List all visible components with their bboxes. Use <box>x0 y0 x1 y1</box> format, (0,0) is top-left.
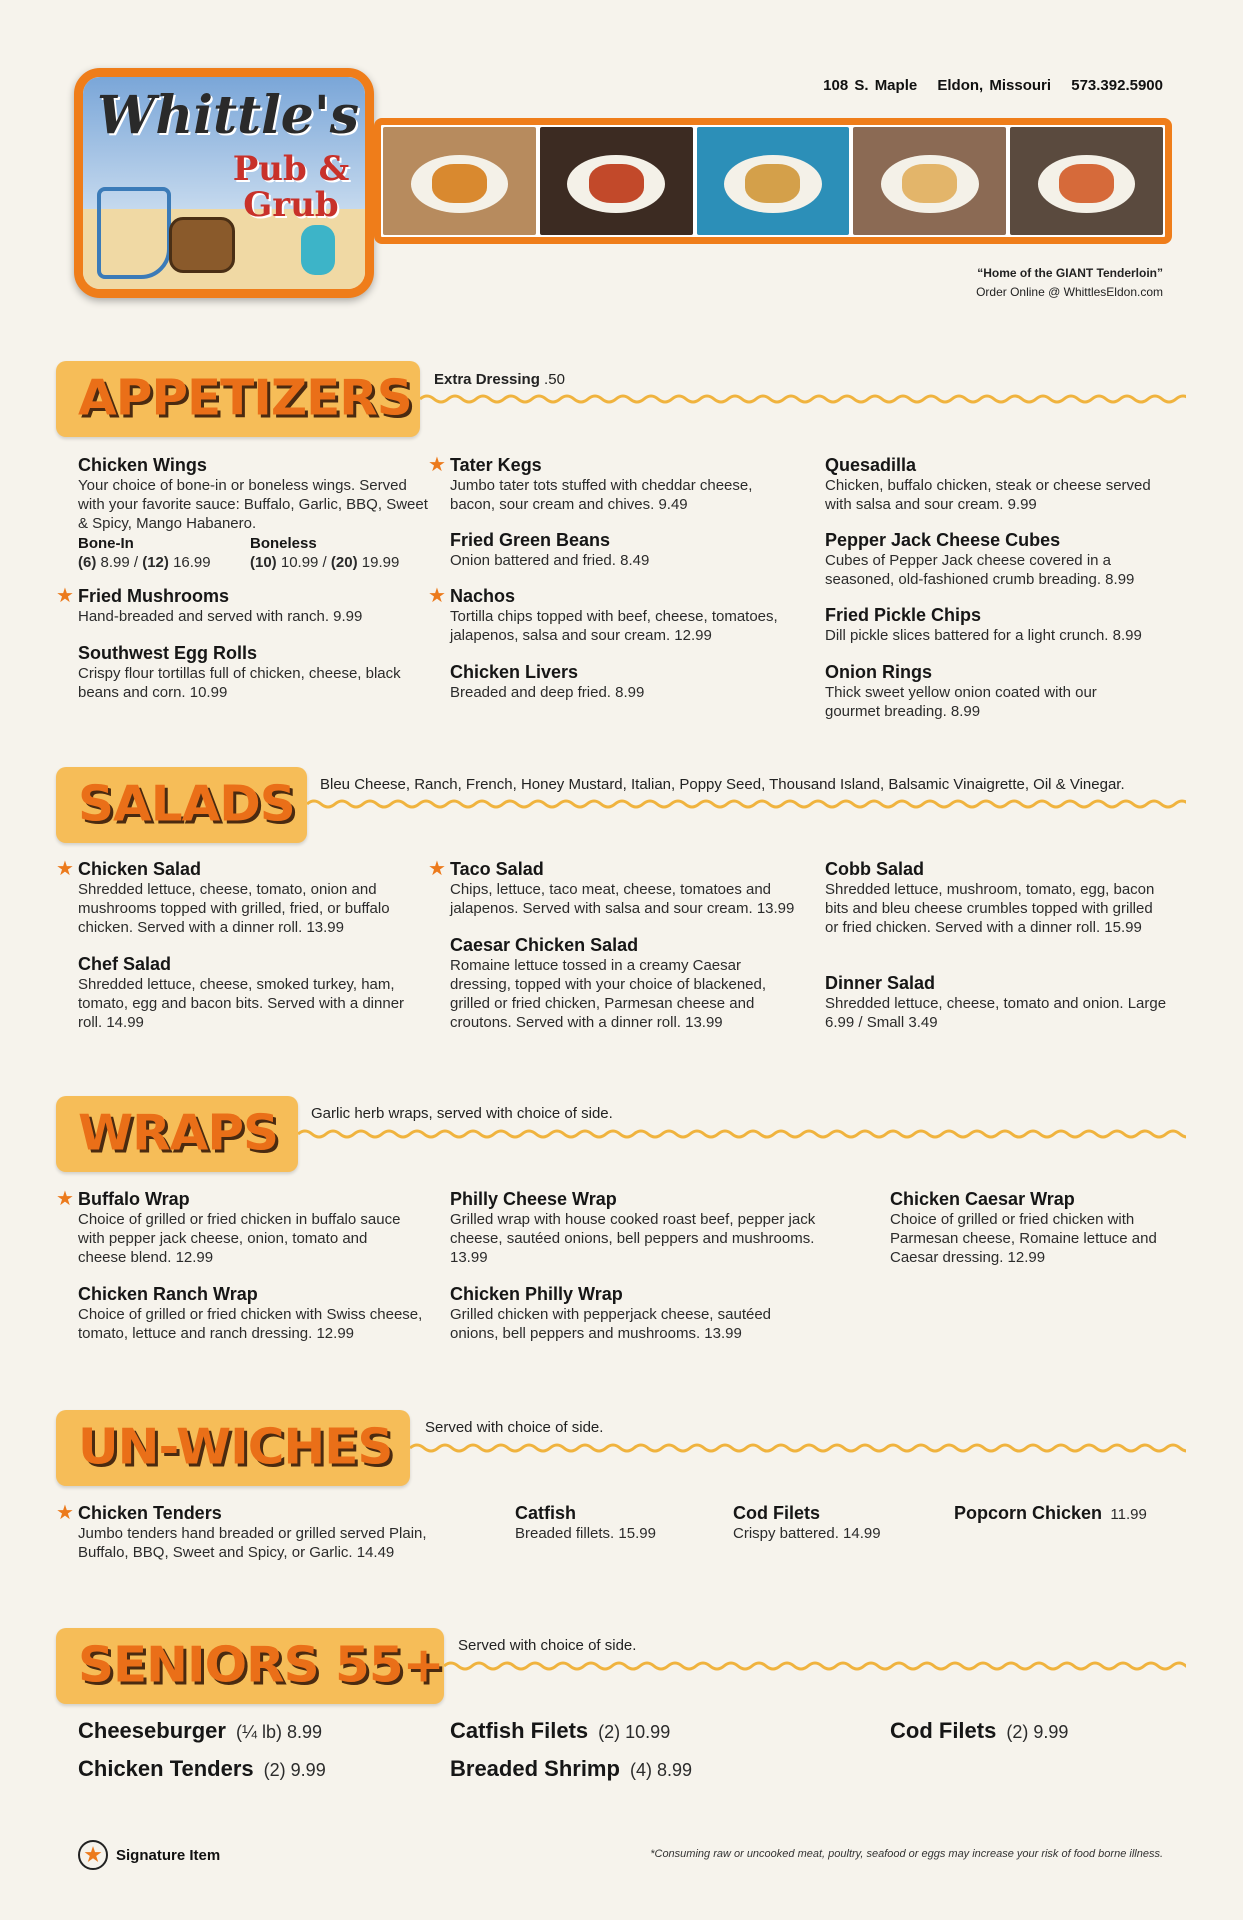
star-icon: ★ <box>56 1502 74 1524</box>
food-photo-strip <box>374 118 1172 244</box>
menu-item-cod-filets: Cod Filets Crispy battered. 14.99 <box>733 1503 881 1542</box>
star-icon: ★ <box>78 1840 108 1870</box>
wave-divider <box>420 393 1186 405</box>
section-title: WRAPS <box>78 1104 279 1162</box>
menu-item-nachos: ★ Nachos Tortilla chips topped with beef, cheese, tomatoes, jalapenos, salsa and sour cream. 12.99 <box>428 585 778 644</box>
menu-item-ranch-wrap: Chicken Ranch Wrap Choice of grilled or fried chicken with Swiss cheese, tomato, lettuce and ranch dressing. 12.99 <box>78 1284 423 1342</box>
food-photo <box>697 127 850 235</box>
section-badge-seniors <box>56 1628 444 1704</box>
section-badge-appetizers <box>56 361 420 437</box>
menu-item-egg-rolls: Southwest Egg Rolls Crispy flour tortillas full of chicken, cheese, black beans and corn. 10.99 <box>78 643 401 701</box>
section-badge-salads <box>56 767 307 843</box>
star-icon: ★ <box>56 585 74 607</box>
food-photo <box>1010 127 1163 235</box>
senior-item-cod-filets: Cod Filets (2) 9.99 <box>890 1718 1069 1743</box>
menu-item-chicken-philly-wrap: Chicken Philly Wrap Grilled chicken with pepperjack cheese, sautéed onions, bell peppers and mushrooms. 13.99 <box>450 1284 772 1342</box>
menu-item-caesar-salad: Caesar Chicken Salad Romaine lettuce tossed in a creamy Caesar dressing, topped with your choice of blackened, grilled or fried chicken, Parmesan cheese and croutons. Served with a dinner roll. 13.99 <box>450 935 767 1031</box>
menu-item-caesar-wrap: Chicken Caesar Wrap Choice of grilled or fried chicken with Parmesan cheese, Romaine lettuce and Caesar dressing. 12.99 <box>890 1189 1157 1266</box>
menu-item-chicken-salad: ★ Chicken Salad Shredded lettuce, cheese, tomato, onion and mushrooms topped with grilled, fried, or buffalo chicken. Served with a dinner roll. 13.99 <box>56 858 390 936</box>
barrel-icon <box>169 217 235 273</box>
food-photo <box>383 127 536 235</box>
restaurant-logo <box>74 68 374 298</box>
rocking-chair-icon <box>97 187 171 279</box>
food-photo <box>540 127 693 235</box>
menu-item-philly-cheese-wrap: Philly Cheese Wrap Grilled wrap with house cooked roast beef, pepper jack cheese, sautéed onions, bell peppers and mushrooms. 13.99 <box>450 1189 816 1266</box>
health-disclaimer: *Consuming raw or uncooked meat, poultry, seafood or eggs may increase your risk of food borne illness. <box>650 1848 1163 1860</box>
star-icon: ★ <box>56 858 74 880</box>
menu-item-onion-rings: Onion Rings Thick sweet yellow onion coated with our gourmet breading. 8.99 <box>825 662 1097 720</box>
section-title: UN-WICHES <box>78 1418 393 1476</box>
wave-divider <box>410 1442 1186 1454</box>
senior-item-catfish-filets: Catfish Filets (2) 10.99 <box>450 1718 671 1743</box>
section-title: APPETIZERS <box>78 369 412 427</box>
menu-item-chef-salad: Chef Salad Shredded lettuce, cheese, smoked turkey, ham, tomato, egg and bacon bits. Served with a dinner roll. 14.99 <box>78 954 405 1031</box>
section-title: SALADS <box>78 775 295 833</box>
food-icon <box>589 164 644 203</box>
senior-item-chicken-tenders: Chicken Tenders (2) 9.99 <box>78 1756 326 1781</box>
star-icon: ★ <box>428 585 446 607</box>
section-badge-wraps <box>56 1096 298 1172</box>
menu-item-cobb-salad: Cobb Salad Shredded lettuce, mushroom, tomato, egg, bacon bits and bleu cheese crumbles topped with grilled or fried chicken. Served with a dinner roll. 15.99 <box>825 859 1155 936</box>
menu-item-buffalo-wrap: ★ Buffalo Wrap Choice of grilled or fried chicken in buffalo sauce with pepper jack cheese, onion, tomato and cheese blend. 12.99 <box>56 1188 401 1266</box>
senior-item-breaded-shrimp: Breaded Shrimp (4) 8.99 <box>450 1756 692 1781</box>
wave-divider <box>307 798 1186 810</box>
address: 108 S. Maple <box>823 77 918 94</box>
signature-legend <box>78 1840 220 1870</box>
section-note: Served with choice of side. <box>458 1637 637 1654</box>
menu-item-green-beans: Fried Green Beans Onion battered and fried. 8.49 <box>450 530 650 569</box>
section-note: Bleu Cheese, Ranch, French, Honey Mustard, Italian, Poppy Seed, Thousand Island, Balsamic Vinaigrette, Oil & Vinegar. <box>320 776 1125 793</box>
food-icon <box>745 164 800 203</box>
menu-item-pickle-chips: Fried Pickle Chips Dill pickle slices battered for a light crunch. 8.99 <box>825 605 1142 644</box>
food-icon <box>432 164 487 203</box>
section-badge-unwiches <box>56 1410 410 1486</box>
cactus-icon <box>301 225 335 275</box>
menu-item-quesadilla: Quesadilla Chicken, buffalo chicken, steak or cheese served with salsa and sour cream. 9.99 <box>825 455 1151 513</box>
menu-item-pepper-jack: Pepper Jack Cheese Cubes Cubes of Pepper Jack cheese covered in a seasoned, old-fashioned crumb breading. 8.99 <box>825 530 1135 588</box>
section-note: Extra Dressing .50 <box>434 371 565 388</box>
contact-line <box>809 77 1163 94</box>
section-note: Garlic herb wraps, served with choice of side. <box>311 1105 613 1122</box>
menu-item-chicken-tenders: ★ Chicken Tenders Jumbo tenders hand breaded or grilled served Plain, Buffalo, BBQ, Sweet and Spicy, or Garlic. 14.49 <box>56 1502 427 1561</box>
menu-item-popcorn-chicken: Popcorn Chicken 11.99 <box>954 1503 1147 1523</box>
order-online[interactable]: Order Online @ WhittlesEldon.com <box>976 285 1163 299</box>
wave-divider <box>444 1660 1186 1672</box>
senior-item-cheeseburger: Cheeseburger (¼ lb) 8.99 <box>78 1718 323 1743</box>
food-icon <box>902 164 957 203</box>
logo-name: Whittle's <box>97 85 360 146</box>
star-icon: ★ <box>56 1188 74 1210</box>
wave-divider <box>298 1128 1186 1140</box>
logo-subtitle: Pub & Grub <box>232 149 350 225</box>
phone: 573.392.5900 <box>1071 77 1163 94</box>
menu-item-chicken-livers: Chicken Livers Breaded and deep fried. 8.99 <box>450 662 645 701</box>
signature-label: Signature Item <box>116 1846 221 1864</box>
section-title: SENIORS 55+ <box>78 1636 444 1694</box>
menu-item-tater-kegs: ★ Tater Kegs Jumbo tater tots stuffed with cheddar cheese, bacon, sour cream and chives. 9.49 <box>428 454 753 513</box>
menu-item-catfish: Catfish Breaded fillets. 15.99 <box>515 1503 656 1542</box>
section-note: Served with choice of side. <box>425 1419 604 1436</box>
star-icon: ★ <box>428 858 446 880</box>
tagline <box>976 264 1163 302</box>
menu-item-chicken-wings: Chicken Wings Your choice of bone-in or boneless wings. Served with your favorite sauce: Buffalo, Garlic, BBQ, Sweet & Spicy, Mango Habanero. Bone-In (6) 8.99 / (12) 16.99 Boneless (10) 10.99 / (20) 19.99 <box>78 455 428 571</box>
food-photo <box>853 127 1006 235</box>
menu-item-fried-mushrooms: ★ Fried Mushrooms Hand-breaded and served with ranch. 9.99 <box>56 585 363 625</box>
city: Eldon, Missouri <box>937 77 1052 94</box>
menu-item-dinner-salad: Dinner Salad Shredded lettuce, cheese, tomato and onion. Large 6.99 / Small 3.49 <box>825 973 1167 1031</box>
tagline-text: “Home of the GIANT Tenderloin” <box>977 266 1163 280</box>
menu-item-taco-salad: ★ Taco Salad Chips, lettuce, taco meat, cheese, tomatoes and jalapenos. Served with salsa and sour cream. 13.99 <box>428 858 795 917</box>
star-icon: ★ <box>428 454 446 476</box>
food-icon <box>1059 164 1114 203</box>
